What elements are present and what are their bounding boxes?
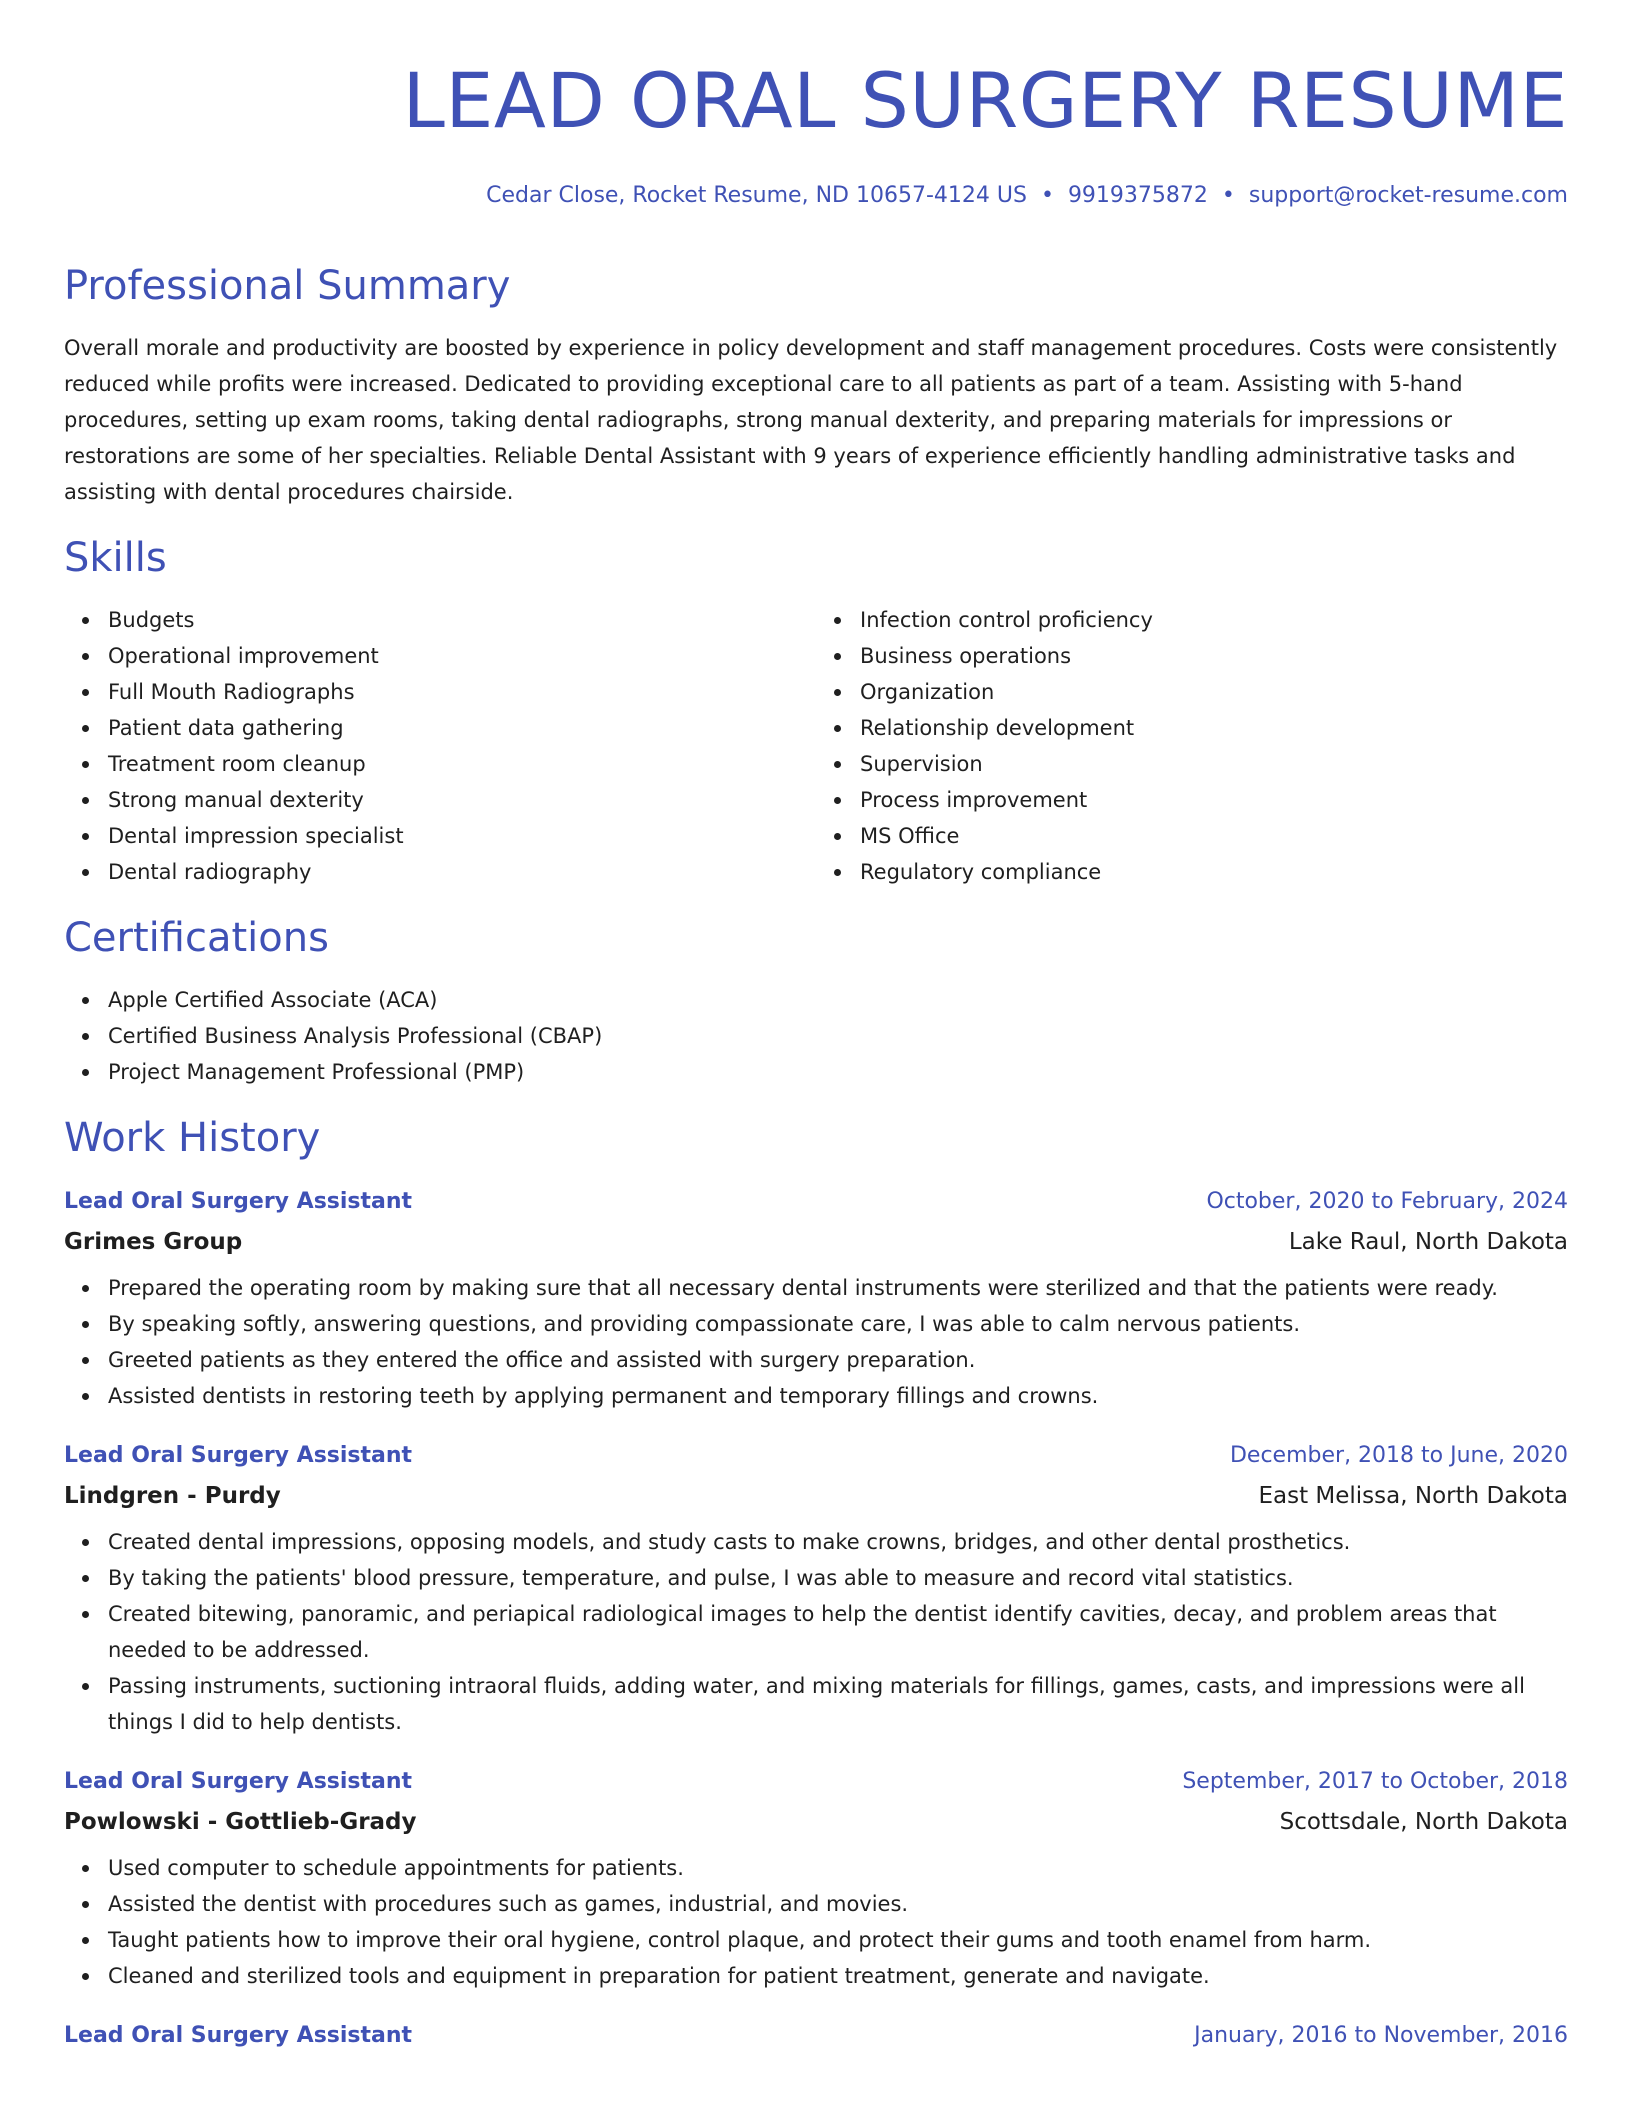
job-duties-list <box>64 1524 1568 1740</box>
skills-list-left <box>64 602 816 890</box>
job-duties-list <box>64 1270 1568 1414</box>
certifications-section <box>64 912 1568 1090</box>
job-duty-item: By speaking softly, answering questions, and providing compassionate care, I was able to calm nervous patients. <box>108 1306 1568 1342</box>
job-duty-item: Taught patients how to improve their oral hygiene, control plaque, and protect their gums and tooth enamel from harm. <box>108 1922 1568 1958</box>
job-title-row <box>64 1436 1568 1476</box>
job-company: Lindgren - Purdy <box>64 1483 281 1509</box>
skill-item: Business operations <box>860 638 1568 674</box>
skill-item: Operational improvement <box>108 638 816 674</box>
skill-item: Budgets <box>108 602 816 638</box>
summary-section <box>64 260 1568 510</box>
job-title: Lead Oral Surgery Assistant <box>64 1443 413 1468</box>
skill-item: Infection control proficiency <box>860 602 1568 638</box>
job-duty-item: Greeted patients as they entered the office and assisted with surgery preparation. <box>108 1342 1568 1378</box>
jobs-list <box>64 1182 1568 2056</box>
job-title-row <box>64 2016 1568 2056</box>
job-title-row <box>64 1762 1568 1802</box>
job-duty-item: Passing instruments, suctioning intraoral fluids, adding water, and mixing materials for fillings, games, casts, and impressions were all things I did to help dentists. <box>108 1668 1568 1740</box>
skills-columns <box>64 602 1568 890</box>
job-company-row <box>64 1802 1568 1842</box>
summary-text: Overall morale and productivity are boosted by experience in policy development and staff management procedures. Costs were consistently reduced while profits were increased. Dedicated to providing exceptional care to all patients as part of a team. Assisting with 5-hand procedures, setting up exam rooms, taking dental radiographs, strong manual dexterity, and preparing materials for impressions or restorations are some of her specialties. Reliable Dental Assistant with 9 years of experience efficiently handling administrative tasks and assisting with dental procedures chairside. <box>64 336 1558 504</box>
contact-separator: • <box>1221 183 1235 208</box>
skills-section <box>64 532 1568 890</box>
certification-item: Apple Certified Associate (ACA) <box>108 982 1568 1018</box>
job-company: Powlowski - Gottlieb-Grady <box>64 1809 417 1835</box>
certifications-heading: Certifications <box>64 915 329 961</box>
job-duty-item: Assisted dentists in restoring teeth by applying permanent and temporary fillings and crowns. <box>108 1378 1568 1414</box>
job-entry <box>64 1762 1568 1994</box>
job-entry <box>64 1182 1568 1414</box>
job-title-row <box>64 1182 1568 1222</box>
skills-list-right <box>816 602 1568 890</box>
contact-separator: • <box>1040 183 1054 208</box>
job-dates: October, 2020 to February, 2024 <box>1206 1189 1568 1214</box>
job-duty-item: Created dental impressions, opposing models, and study casts to make crowns, bridges, and other dental prosthetics. <box>108 1524 1568 1560</box>
job-duty-item: Used computer to schedule appointments for patients. <box>108 1850 1568 1886</box>
job-location: Lake Raul, North Dakota <box>1288 1229 1568 1255</box>
job-location: Scottsdale, North Dakota <box>1279 1809 1568 1835</box>
skill-item: Dental radiography <box>108 854 816 890</box>
job-dates: December, 2018 to June, 2020 <box>1229 1443 1568 1468</box>
certification-item: Certified Business Analysis Professional (CBAP) <box>108 1018 1568 1054</box>
job-company: Grimes Group <box>64 1229 243 1255</box>
job-company-row <box>64 1476 1568 1516</box>
skill-item: Organization <box>860 674 1568 710</box>
skill-item: Patient data gathering <box>108 710 816 746</box>
certifications-list <box>64 982 1568 1090</box>
job-location: East Melissa, North Dakota <box>1258 1483 1568 1509</box>
skill-item: MS Office <box>860 818 1568 854</box>
skill-item: Relationship development <box>860 710 1568 746</box>
job-duty-item: By taking the patients' blood pressure, temperature, and pulse, I was able to measure and record vital statistics. <box>108 1560 1568 1596</box>
job-dates: September, 2017 to October, 2018 <box>1182 1769 1568 1794</box>
certification-item: Project Management Professional (PMP) <box>108 1054 1568 1090</box>
skill-item: Supervision <box>860 746 1568 782</box>
summary-heading: Professional Summary <box>64 263 511 309</box>
job-title: Lead Oral Surgery Assistant <box>64 2023 413 2048</box>
resume-content <box>64 260 1568 2078</box>
skill-item: Strong manual dexterity <box>108 782 816 818</box>
resume-title: LEAD ORAL SURGERY RESUME <box>402 56 1568 145</box>
skill-item: Full Mouth Radiographs <box>108 674 816 710</box>
job-title: Lead Oral Surgery Assistant <box>64 1189 413 1214</box>
job-duties-list <box>64 1850 1568 1994</box>
contact-email[interactable]: support@rocket-resume.com <box>1248 183 1568 208</box>
job-duty-item: Created bitewing, panoramic, and periapical radiological images to help the dentist identify cavities, decay, and problem areas that needed to be addressed. <box>108 1596 1568 1668</box>
skill-item: Dental impression specialist <box>108 818 816 854</box>
work-history-section <box>64 1112 1568 2056</box>
job-duty-item: Prepared the operating room by making sure that all necessary dental instruments were sterilized and that the patients were ready. <box>108 1270 1568 1306</box>
skills-heading: Skills <box>64 535 167 581</box>
job-entry <box>64 1436 1568 1740</box>
contact-line <box>486 183 1568 208</box>
job-company-row <box>64 1222 1568 1262</box>
job-duty-item: Cleaned and sterilized tools and equipment in preparation for patient treatment, generate and navigate. <box>108 1958 1568 1994</box>
skill-item: Regulatory compliance <box>860 854 1568 890</box>
work-history-heading: Work History <box>64 1115 321 1161</box>
skill-item: Process improvement <box>860 782 1568 818</box>
contact-address: Cedar Close, Rocket Resume, ND 10657-4124 US <box>486 183 1027 208</box>
job-entry <box>64 2016 1568 2056</box>
job-duty-item: Assisted the dentist with procedures such as games, industrial, and movies. <box>108 1886 1568 1922</box>
skill-item: Treatment room cleanup <box>108 746 816 782</box>
contact-phone: 9919375872 <box>1067 183 1208 208</box>
job-dates: January, 2016 to November, 2016 <box>1194 2023 1568 2048</box>
job-title: Lead Oral Surgery Assistant <box>64 1769 413 1794</box>
